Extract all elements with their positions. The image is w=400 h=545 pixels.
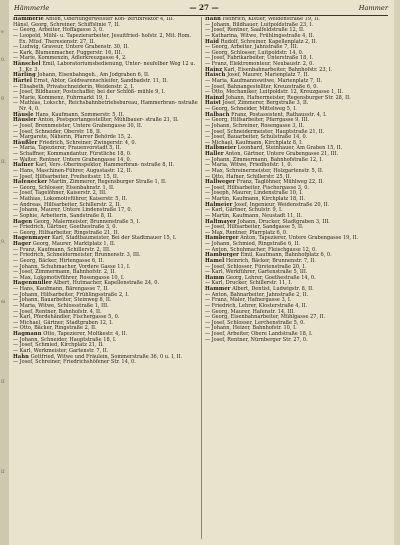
entry-details: — Josef, Bauarbeiter, Schulstraße 14, 0. <box>205 134 308 141</box>
entry-details: — Marie, Kommenz, Fuhrmarkt 19, I. <box>13 94 109 101</box>
entry-details: — Friedrich, Lehrer, Klosterstraße 4, II. <box>205 302 308 309</box>
entry-surname: Hager <box>13 241 32 247</box>
entry-details: — Maria, Witwe, Schlossstraße 1, III. <box>13 302 109 309</box>
entry-surname: Hainzl <box>205 94 225 101</box>
entry-details: Johann, Eisenbahngeh., Am Jodgraben 6, II. <box>37 72 150 79</box>
entry-details: Josef, Ingenieur, Weidenstraße 20, II. <box>234 201 330 208</box>
entry-details: — Johann, Maurer, Untere Lindenstraße 17, 0. <box>13 207 133 214</box>
entry-details: Josef, Maurer, Marienplatz 7, II. <box>227 72 310 79</box>
entry-details: Anton, Tapezierer, Untere Grabengasse 19, II. <box>240 235 359 242</box>
entry-surname: Hamm <box>205 274 225 281</box>
entry-details: — Martin, Kaufmann, Neustadt 11, II. <box>205 212 303 219</box>
gutter-mark: II <box>1 380 5 385</box>
entry-details: Emil, Laboratoriumsbedienung, Unter- neufelber Weg 12 u. 1, Kr. 3. <box>19 61 196 73</box>
entry-details: — Josef, Schmied, Kirchplatz 21, II. <box>13 342 104 349</box>
entry-surname: Hagmann <box>13 331 42 337</box>
entry-surname: Hagenmayer <box>13 235 51 242</box>
entry-details: Karl, Stadtbaumeister, Bei der Stadtmauer 15, I. <box>51 235 177 242</box>
entry-surname: Hahn <box>13 353 29 360</box>
entry-details: Hänsl, Georg, Schreiner, Schiffslinie 7, II. <box>13 21 120 28</box>
entry-details: — Josef, Hilfsarbeiter, Fischergasse 3, 0. <box>205 184 310 191</box>
entry-details: — Joseph, Maurer, Lindenstraße 10, I. <box>205 190 303 197</box>
entry-surname: Hamberger <box>205 235 239 242</box>
entry-details: — Maria, Tapezierer, Frauenvorstadt 5, II. <box>13 145 122 152</box>
entry-details: — Anton, Bahnarbeiter, Jahnstraße 2, II. <box>205 291 309 298</box>
entry-details: — Otto, Bäcker, Ringstraße 2, II. <box>13 325 97 332</box>
gutter-mark: 0. <box>1 58 6 63</box>
entry-surname: Hallweger <box>205 179 236 186</box>
entry-details: — Josef, Bahnangestellter, Kreuzstraße 6, 0. <box>205 83 319 90</box>
entry-details: — Michael, Gärtner, Stadtgraben 12, I. <box>13 319 113 326</box>
entry-details: — Hans, Maschinen-Führer, Augustastr. 12, II. <box>13 167 133 174</box>
entry-details: — Max, Schreinermeister, Holzgartenstr. 5, II. <box>205 167 324 174</box>
entry-details: — Georg, Schlosser, Eisenbahnstr. 1, II. <box>13 184 115 191</box>
gutter-mark: II, <box>1 160 7 165</box>
right-page-edge <box>394 0 400 545</box>
entry-details: — Otto, Mechaniker, Luitpoldstr. 12, Kreuzgasse 1, II. <box>205 89 344 96</box>
entry-details: — Josef, Schneidermeister, Hauptstraße 21, II. <box>205 128 325 135</box>
entry-details: — Franz, Kaufmann, Schillerstr. 2, III. <box>13 246 111 253</box>
entry-details: Albert, Hutmacher, Kapellenstraße 24, 0. <box>53 280 160 287</box>
entry-details: — Anton, Schuhmacher, Fleischgasse 12, 0. <box>205 246 317 253</box>
entry-surname: Härtel <box>13 77 33 84</box>
entry-details: — Leopold, Mühl- u. Tapezierarbeiter, Jesuitfried- hofstr. 2, Mit. Rom. Ex. Müsf. Theresienstr. 27, II. <box>13 32 192 45</box>
entry-details: Martin, Zimmerer, Regensburger Straße 1, II. <box>48 179 167 186</box>
entry-surname: Häusler <box>13 117 37 124</box>
entry-details: — Georg, Bäcker, Hirtengasse 6, II. <box>13 257 104 264</box>
entry-details: — Karl, Werkführer, Gartenstraße 5, III. <box>205 269 308 276</box>
gutter-mark: ei <box>1 300 6 305</box>
entry-details: Josef, Zimmerer, Bergstraße 3, II. <box>222 100 309 107</box>
entry-details: — Josef, Rentner, Bahnhofstr. 4, II. <box>13 308 102 315</box>
entry-details: — Georg, Hilfsarbeiter, Ringstraße 21, II. <box>13 229 120 236</box>
directory-entry <box>205 338 392 344</box>
entry-details: Albert, Dentist, Ludwigstr. 8, II. <box>232 286 314 292</box>
entry-details: — Karl, Pferdehändler, Fischergasse 5, 0. <box>13 314 120 321</box>
entry-details: Rudolf, Schreiner, Kapellenplatz 2, II. <box>220 38 318 45</box>
gutter-mark: 9, <box>1 240 6 245</box>
entry-details: — Georg, Arbeiter, Hoffagasse 3, 0. <box>13 27 104 34</box>
header-right-word: Hammer <box>358 4 388 12</box>
entry-details: — Josef, Arbeiter, Obere Landstraße 18, I. <box>205 331 313 337</box>
entry-details: Gottfried, Witwe und Fräulein, Sommerstraße 36, 0 u. I, II. <box>30 353 183 360</box>
entry-details: — Georg, Eisenbahnarbeiter, Mühlgasse 27, II. <box>205 314 326 321</box>
gutter-mark: e <box>1 30 4 35</box>
entry-details: — Josef, Hilfsarbeiter, Sandgasse 5, II. <box>205 224 304 231</box>
entry-details: — Josef, Brennmeister, Untere Grabengasse 30, II. <box>13 122 143 129</box>
entry-surname: Haisch <box>205 72 226 79</box>
entry-details: — Karl, Werkmeister, Gartenstr. 7, II. <box>13 347 109 354</box>
entry-details: — Josef, Hilfsarbeiter, Freiheitsstr. 15, II. <box>13 173 119 180</box>
entry-details: — Johann, Hilfsarbeiter, Frühlingsstraße 2, I. <box>13 291 129 298</box>
entry-surname: Haltmayer <box>205 218 237 225</box>
entry-details: Anton, Gärtner, Untere Grabengasse 21, III. <box>225 151 339 157</box>
entry-details: — Marie, Kommenzin, Adlerkreuzgasse 4, 2. <box>13 55 127 62</box>
right-column <box>205 17 392 541</box>
entry-details: — Schaffner, Kommandantur, Fürstliche 18, 0. <box>13 151 132 157</box>
entry-details: — Josef, Fabrikarbeiter, Unterstraße 18, I. <box>205 55 314 62</box>
left-gutter <box>0 0 9 545</box>
entry-details: — Georg, Schneider, Mittelweg 5, I. <box>205 106 297 112</box>
entry-details: Otto, Tapezierer, Moltkestr. 4, II. <box>43 331 128 337</box>
entry-surname: Hämmerle <box>13 17 44 22</box>
entry-details: Emil, Kaufmann, Bahnhofplatz 6, 0. <box>240 252 332 259</box>
entry-surname: Hagenmüller <box>13 280 52 287</box>
entry-details: — Ludwig, Graveur, Untere Grabenstr. 30, II. <box>13 44 129 51</box>
entry-surname: Hahn <box>205 17 221 22</box>
entry-details: Friedrich, Schreiner, Zwingerstr. 4, 0. <box>39 139 137 146</box>
entry-details: — Friedrich, Gärtner, Goethestraße 3, 0. <box>13 224 118 231</box>
entry-details: — Josef, Zimmermann, Bahnhofstr. 2, II. <box>13 269 116 276</box>
entry-details: — Walter, Rentner, Untere Grabengasse 14, 0. <box>13 156 132 163</box>
entry-details: — Josef, Rentner, Nürnberger Str. 27, 0. <box>205 336 308 343</box>
entry-details: — Josef, Tagelöhner, Kaiserstr. 2, III. <box>13 190 107 197</box>
entry-details: — Max, Rentner, Pfarrplatz 6, 0. <box>205 229 288 236</box>
column-divider <box>201 17 202 539</box>
entry-details: — Friedrich, Schneidermeister, Brunnenstr. 3, III. <box>13 252 141 259</box>
directory-entry <box>13 360 199 366</box>
entry-details: Johann, Hafnermeister, Regensburger Str. 28, II. <box>225 94 351 101</box>
entry-details: — Georg, Schlosser, Luitpoldstr. 14, 0. <box>205 49 304 56</box>
entry-details: Georg, Maurer, Marktplatz 1, II. <box>32 241 116 247</box>
entry-details: — Katharina, Witwe, Frühlingsstraße 4, II. <box>205 32 315 39</box>
entry-details: — Mathias, Lokomotivführer, Kaiserstr. 5, II. <box>13 196 128 202</box>
entry-details: — Georg, Hilfsarbeiter, Pfarrgasse 9, III. <box>205 117 310 124</box>
entry-surname: Häußler <box>13 139 38 146</box>
entry-details: — Maria, Witwe, Friedhofstr. 1, 0. <box>205 162 293 169</box>
entry-details: Georg, Malermeister, Brunnenstraße 5, I. <box>33 218 141 225</box>
entry-details: — Kark, Blumenmacher, Fuggerstr. 16, III. <box>13 49 123 56</box>
entry-details: — Johann, Schuhmacher, Vordere Gasse 11, I. <box>13 263 131 270</box>
entry-details: — Otto, Hafner, Schillerstr. 25, II. <box>205 173 292 180</box>
entry-details: Karl, Eisenbahnarbeiter, Bahnhofstr. 23, I. <box>223 66 333 73</box>
page-number: — 27 — <box>189 3 219 12</box>
entry-surname: Hamburger <box>205 252 239 259</box>
header-rule <box>14 15 388 16</box>
left-column <box>13 17 199 541</box>
entry-surname: Halbmeier <box>205 145 237 152</box>
entry-details: Hans, Kaufmann, Sommerstr. 5, II. <box>35 111 125 118</box>
entry-details: — Karl, Gärtner, Schulstr. 9, I. <box>205 207 283 214</box>
header-left-word: Hämmerle <box>14 4 50 12</box>
entry-details: Franz, Taglöhner, Mühlweg 22, II. <box>236 179 324 186</box>
entry-surname: Haller <box>205 151 224 157</box>
entry-details: — Michael, Kaufmann, Kirchplatz 8, I. <box>205 139 303 146</box>
entry-surname: Häusle <box>13 111 34 118</box>
entry-details: — Johann, Schmied, Ringstraße 6, II. <box>205 241 300 247</box>
entry-details: — Johann, Zimmermann, Bahnhofstraße 12, I. <box>205 156 323 163</box>
entry-surname: Haist <box>205 100 221 107</box>
entry-details: — Josef, Schlosser, Lerchenstraße 5, 0. <box>205 319 305 326</box>
entry-surname: Hainz <box>205 66 223 73</box>
entry-details: — Johann, Schreiner, Rosengasse 3, II. <box>205 122 305 129</box>
entry-surname: Haid <box>205 38 220 45</box>
entry-details: Georg, Lehrer, Goethestraße 14, 0. <box>225 274 316 281</box>
entry-details: — Karl, Drucker, Schillerstr. 11, I. <box>205 280 293 287</box>
entry-details: — Josef, Rentner, Saalfeldstraße 12, II. <box>205 27 305 34</box>
entry-details: — Max, Lokomotivführer, Rosengasse 10, I. <box>13 274 125 281</box>
entry-details: — Elisabeth, Privatschneiderin, Weidenstr. 2, I. <box>13 83 134 90</box>
entry-details: — Georg, Arbeiter, Jahnstraße 7, III. <box>205 44 299 51</box>
entry-details: — Georg, Maurer, Hafenstr. 14, III. <box>205 308 295 315</box>
entry-details: — Johann, Heizer, Bahnhofstr. 10, I. <box>205 325 297 332</box>
entry-details: — Johann, Bildhauer, Luitpoldstraße 23, I. <box>205 21 314 28</box>
entry-surname: Hafenecker <box>13 179 48 186</box>
entry-details: — Franz, Elektromonteur, Neubaustr. 2, 0. <box>205 61 314 67</box>
entry-details: — Josef, Bildhauer, Postschaffer, bei der Schlöß- mühle 9, I. <box>13 89 166 96</box>
page-header <box>14 3 388 15</box>
entry-details: Leonhard, Steinhauer, Am Graben 15, II. <box>237 145 343 152</box>
entry-surname: Halmeier <box>205 201 233 208</box>
gutter-mark: II <box>1 470 5 475</box>
entry-surname: Hänschel <box>13 61 41 67</box>
entry-details: Heinrich, Kistler, Weidenstraße 19, II. <box>222 17 320 22</box>
entry-details: — Johann, Schneider, Hauptstraße 18, I. <box>13 336 117 343</box>
entry-details: Ernst, Abtor, Goldwarenschleifer, Sandbadstr. 11, II. <box>33 77 168 84</box>
entry-details: Anton, Postsportangestellter, Mühlbauer- straße 21, II. <box>38 117 179 124</box>
entry-details: — Josef, Schlosser, Fürstenstraße 20, I. <box>205 263 306 270</box>
entry-details: Johann, Drucker, Stadtgraben 3, III. <box>237 218 330 225</box>
entry-surname: Halbach <box>205 111 230 118</box>
entry-details: — Martin, Kaufmann, Kirchplatz 18, II. <box>205 196 305 202</box>
entry-surname: Hafner <box>13 162 34 169</box>
entry-surname: Hammer <box>205 286 231 292</box>
entry-details: — Mathias, Lokschr., Reichsbahnbetriebsbureau, Hammerbran- nstraße Nr. 4, 0. <box>13 100 198 112</box>
entry-details: — Hans, Kaufmann, Bärengasse 7, II. <box>13 286 109 292</box>
entry-details: — Maria, Kaufmannswitwe, Marienplatz 7, II. <box>205 77 322 84</box>
entry-surname: Hagen <box>13 218 33 225</box>
entry-details: Anton, Oberfüngerweister Kon- zertbirektor 4, III. <box>45 17 174 22</box>
entry-surname: Hamel <box>205 257 225 264</box>
entry-details: Franz, Postassistent, Rathausstr. 4, I. <box>231 111 327 118</box>
entry-details: Karl, Vers.-Oberinspektor, Hammerbran- nstraße 8, II. <box>35 162 175 169</box>
entry-details: Heinrich, Bäcker, Brunnenstr. 7, II. <box>225 257 316 264</box>
entry-details: — Sophie, Arbeiterin, Sandstraße 8, II. <box>13 212 113 219</box>
entry-details: — Franz, Maler, Hafnergasse 3, I. <box>205 297 292 304</box>
entry-details: — Andreas, Hilfsarbeiter, Schillerstr. 2, II. <box>13 201 121 208</box>
entry-details: — Margarete, Näherin, Pfarrer Behörde 15, 2. <box>13 134 133 141</box>
entry-surname: Härling <box>13 72 36 79</box>
gutter-mark: g <box>1 96 4 101</box>
entry-details: — Josef, Schreiner, Friedrichshöfener Str. 14, 0. <box>13 359 136 366</box>
entry-details: — Johann, Bauarbeiter, Steinweg 8, II. <box>13 297 112 304</box>
entry-details: — Josef, Schneider, Oberstr. 18, II. <box>13 128 102 135</box>
